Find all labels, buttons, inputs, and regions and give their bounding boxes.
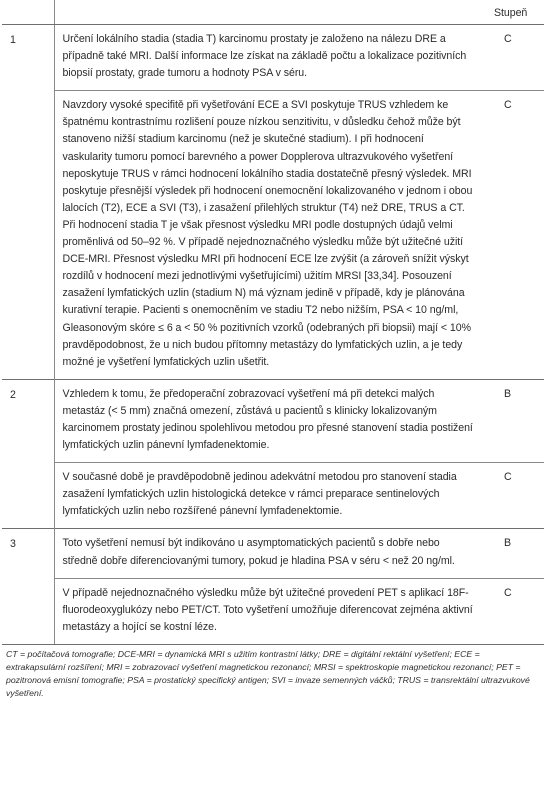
row-grade: B: [480, 529, 544, 578]
row-text: Toto vyšetření nemusí být indikováno u asymptomatických pacientů s dobře nebo středně dobře diferenciovanými tumory, pokud je hladina PSA v séru < než 20 ng/ml.: [54, 529, 480, 578]
table-row: [2, 25, 544, 91]
table-row: [2, 578, 544, 644]
table-row: [2, 463, 544, 529]
abbreviations-footnote: CT = počítačová tomografie; DCE-MRI = dynamická MRI s užitím kontrastní látky; DRE = digitální rektální vyšetření; ECE = extrakapsulární rozšíření; MRI = zobrazovací vyšetření magnetickou rezonancí; MRSI = spektroskopie magnetickou rezonancí; PET = pozitronová emisní tomografie; PSA = prostatický specifický antigen; SVI = invaze semenných váčků; TRUS = transrektální ultrazvukové vyšetření.: [6, 648, 530, 698]
row-number: 3: [2, 529, 54, 578]
table-header: [2, 0, 544, 25]
row-text: V případě nejednoznačného výsledku může být užitečné provedení PET s aplikací 18F-fluorodeoxyglukózy nebo PET/CT. Toto vyšetření umožňuje diferencovat zejména aktivní metastázy a hojící se kostní léze.: [54, 578, 480, 644]
header-number: [2, 0, 54, 25]
row-grade: C: [480, 25, 544, 91]
row-number: [2, 463, 54, 529]
row-grade: C: [480, 578, 544, 644]
table-row: [2, 91, 544, 380]
row-text: Určení lokálního stadia (stadia T) karcinomu prostaty je založeno na nálezu DRE a případně také MRI. Další informace lze získat na základě počtu a lokalizace pozitivních biopsií prostaty, grade tumoru a hodnoty PSA v séru.: [54, 25, 480, 91]
row-grade: C: [480, 91, 544, 380]
row-text: Vzhledem k tomu, že předoperační zobrazovací vyšetření má při detekci malých metastáz (< 5 mm) značná omezení, zůstává u pacientů s klinicky lokalizovaným karcinomem prostaty jedinou spolehlivou metodou pro přesné stanovení stadia postižení lymfatických uzlin pánevní lymfadenektomie.: [54, 379, 480, 462]
row-grade: B: [480, 379, 544, 462]
row-number: [2, 578, 54, 644]
table-row: [2, 379, 544, 462]
row-text: V současné době je pravděpodobně jedinou adekvátní metodou pro stanovení stadia zasažení lymfatických uzlin histologická detekce v rámci preparace sentinelových lymfatických uzlin nebo rozšířené pánevní lymfadenektomie.: [54, 463, 480, 529]
row-grade: C: [480, 463, 544, 529]
row-number: 1: [2, 25, 54, 91]
table-row: [2, 529, 544, 578]
header-text: [54, 0, 480, 25]
row-text: Navzdory vysoké specifitě při vyšetřování ECE a SVI poskytuje TRUS vzhledem ke špatnému kontrastnímu rozlišení pouze nízkou senzitivitu, v důsledku čehož může být stanoveno nižší stadium karcinomu (než je skutečné stadium). I při hodnocení vaskularity tumoru pomocí barevného a power Dopplerova ultrazvukového vyšetření neposkytuje TRUS v rámci hodnocení lokálního stadia dostatečně přesný výsledek. MRI poskytuje přesnější výsledek při hodnocení onemocnění lokalizovaného v jednom i obou lalocích (T2), ECE a SVI (T3), i zasažení přilehlých struktur (T4) než DRE, TRUS a CT. Při hodnocení stadia T je však přesnost výsledku MRI podle dostupných údajů velmi proměnlivá od 50–92 %. V případě nejednoznačného výsledku může být užitečné užití DCE-MRI. Přesnost výsledku MRI při hodnocení ECE lze zvýšit (a zároveň snížit výskyt rozdílů v hodnocení mezi jednotlivými vyšetřujícími) užitím MRSI [33,34]. Posouzení zasažení lymfatických uzlin (stadium N) má význam jedině v případě, kdy je plánována kurativní terapie. Pacienti s onemocněním ve stadiu T2 nebo nižším, PSA < 10 ng/ml, Gleasonovým skóre ≤ 6 a < 50 % pozitivních vzorků (odebraných při biopsii) mají < 10% pravděpodobnost, že u nich budou přítomny metastázy do lymfatických uzlin, a je tedy možné je vyšetření lymfatických uzlin ušetřit.: [54, 91, 480, 380]
recommendations-table: [2, 0, 544, 645]
row-number: [2, 91, 54, 380]
header-grade: Stupeň: [480, 0, 544, 25]
row-number: 2: [2, 379, 54, 462]
